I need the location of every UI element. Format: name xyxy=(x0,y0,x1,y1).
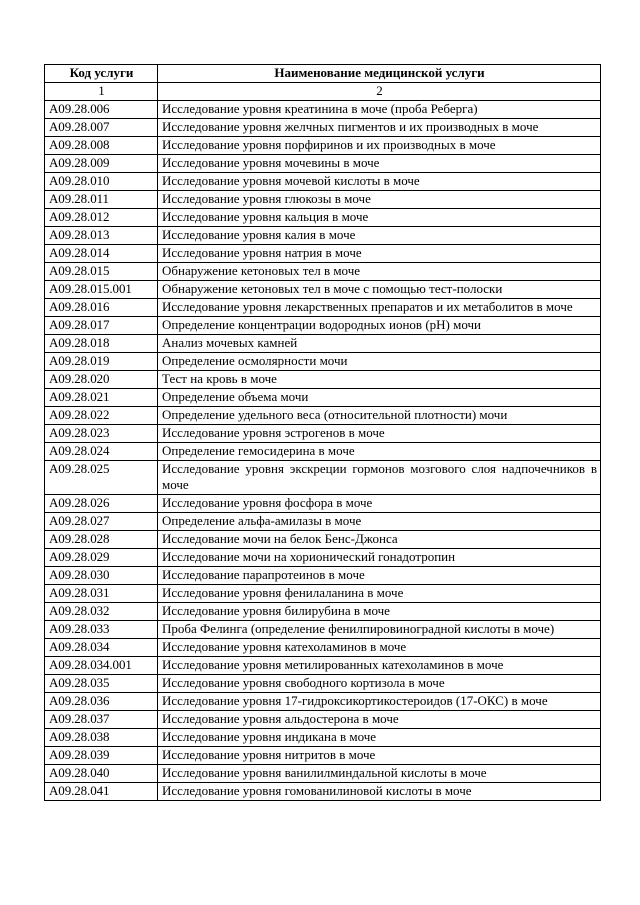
table-row xyxy=(45,513,601,531)
service-code-cell: A09.28.024 xyxy=(45,443,158,461)
service-name-cell: Исследование уровня фенилаланина в моче xyxy=(158,585,601,603)
service-name-cell: Исследование уровня мочевины в моче xyxy=(158,155,601,173)
service-name-cell: Анализ мочевых камней xyxy=(158,335,601,353)
table-row xyxy=(45,209,601,227)
table-row xyxy=(45,567,601,585)
service-name-cell: Обнаружение кетоновых тел в моче с помощью тест-полоски xyxy=(158,281,601,299)
service-code-cell: A09.28.023 xyxy=(45,425,158,443)
service-code-cell: A09.28.015 xyxy=(45,263,158,281)
column-number-1: 1 xyxy=(45,83,158,101)
service-code-cell: A09.28.040 xyxy=(45,765,158,783)
service-name-cell: Исследование уровня кальция в моче xyxy=(158,209,601,227)
service-name-cell: Исследование уровня глюкозы в моче xyxy=(158,191,601,209)
service-code-cell: A09.28.026 xyxy=(45,495,158,513)
service-code-cell: A09.28.016 xyxy=(45,299,158,317)
table-row xyxy=(45,531,601,549)
table-row xyxy=(45,119,601,137)
table-row xyxy=(45,191,601,209)
service-name-cell: Исследование уровня свободного кортизола в моче xyxy=(158,675,601,693)
service-name-cell: Исследование уровня порфиринов и их производных в моче xyxy=(158,137,601,155)
service-code-cell: A09.28.032 xyxy=(45,603,158,621)
service-name-cell: Исследование уровня натрия в моче xyxy=(158,245,601,263)
service-code-cell: A09.28.018 xyxy=(45,335,158,353)
service-name-cell: Исследование уровня катехоламинов в моче xyxy=(158,639,601,657)
service-code-cell: A09.28.037 xyxy=(45,711,158,729)
table-row xyxy=(45,495,601,513)
table-row xyxy=(45,389,601,407)
table-row xyxy=(45,675,601,693)
service-code-cell: A09.28.010 xyxy=(45,173,158,191)
table-row xyxy=(45,585,601,603)
table-row xyxy=(45,317,601,335)
service-name-cell: Исследование уровня 17-гидроксикортикостероидов (17-ОКС) в моче xyxy=(158,693,601,711)
service-name-cell: Исследование уровня фосфора в моче xyxy=(158,495,601,513)
service-code-cell: A09.28.041 xyxy=(45,783,158,801)
service-code-cell: A09.28.028 xyxy=(45,531,158,549)
table-row xyxy=(45,603,601,621)
service-name-cell: Определение осмолярности мочи xyxy=(158,353,601,371)
service-code-cell: A09.28.011 xyxy=(45,191,158,209)
table-row xyxy=(45,461,601,495)
table-row xyxy=(45,101,601,119)
table-row xyxy=(45,639,601,657)
table-row xyxy=(45,747,601,765)
service-code-cell: A09.28.035 xyxy=(45,675,158,693)
service-name-cell: Исследование уровня альдостерона в моче xyxy=(158,711,601,729)
table-row xyxy=(45,425,601,443)
table-row xyxy=(45,783,601,801)
service-name-cell: Исследование мочи на белок Бенс-Джонса xyxy=(158,531,601,549)
table-row xyxy=(45,549,601,567)
table-row xyxy=(45,657,601,675)
service-name-cell: Тест на кровь в моче xyxy=(158,371,601,389)
service-code-cell: A09.28.027 xyxy=(45,513,158,531)
table-row xyxy=(45,621,601,639)
service-code-cell: A09.28.017 xyxy=(45,317,158,335)
header-service-code: Код услуги xyxy=(45,65,158,83)
service-name-cell: Определение альфа-амилазы в моче xyxy=(158,513,601,531)
service-code-cell: A09.28.012 xyxy=(45,209,158,227)
service-name-cell: Определение удельного веса (относительной плотности) мочи xyxy=(158,407,601,425)
service-name-cell: Исследование уровня желчных пигментов и их производных в моче xyxy=(158,119,601,137)
service-code-cell: A09.28.022 xyxy=(45,407,158,425)
service-code-cell: A09.28.036 xyxy=(45,693,158,711)
table-row xyxy=(45,371,601,389)
table-row xyxy=(45,711,601,729)
service-code-cell: A09.28.021 xyxy=(45,389,158,407)
table-row xyxy=(45,155,601,173)
table-row xyxy=(45,407,601,425)
service-code-cell: A09.28.009 xyxy=(45,155,158,173)
service-name-cell: Определение гемосидерина в моче xyxy=(158,443,601,461)
table-header xyxy=(45,65,601,101)
service-code-cell: A09.28.014 xyxy=(45,245,158,263)
table-row xyxy=(45,263,601,281)
service-code-cell: A09.28.033 xyxy=(45,621,158,639)
table-row xyxy=(45,173,601,191)
header-row xyxy=(45,65,601,83)
service-code-cell: A09.28.019 xyxy=(45,353,158,371)
service-name-cell: Исследование уровня ванилилминдальной кислоты в моче xyxy=(158,765,601,783)
service-name-cell: Определение концентрации водородных ионов (pH) мочи xyxy=(158,317,601,335)
table-row xyxy=(45,299,601,317)
column-number-row xyxy=(45,83,601,101)
service-code-cell: A09.28.007 xyxy=(45,119,158,137)
service-name-cell: Исследование мочи на хорионический гонадотропин xyxy=(158,549,601,567)
table-row xyxy=(45,353,601,371)
service-name-cell: Исследование уровня экскреции гормонов мозгового слоя надпочечников в моче xyxy=(158,461,601,495)
service-name-cell: Исследование уровня билирубина в моче xyxy=(158,603,601,621)
document-page xyxy=(44,64,600,801)
service-code-cell: A09.28.031 xyxy=(45,585,158,603)
table-body xyxy=(45,101,601,801)
column-number-2: 2 xyxy=(158,83,601,101)
service-name-cell: Исследование уровня гомованилиновой кислоты в моче xyxy=(158,783,601,801)
service-code-cell: A09.28.030 xyxy=(45,567,158,585)
service-name-cell: Исследование уровня индикана в моче xyxy=(158,729,601,747)
table-row xyxy=(45,693,601,711)
service-code-cell: A09.28.034.001 xyxy=(45,657,158,675)
service-name-cell: Обнаружение кетоновых тел в моче xyxy=(158,263,601,281)
service-code-cell: A09.28.025 xyxy=(45,461,158,495)
table-row xyxy=(45,227,601,245)
service-name-cell: Проба Фелинга (определение фенилпировиноградной кислоты в моче) xyxy=(158,621,601,639)
service-name-cell: Исследование уровня креатинина в моче (проба Реберга) xyxy=(158,101,601,119)
table-row xyxy=(45,765,601,783)
table-row xyxy=(45,281,601,299)
service-code-cell: A09.28.006 xyxy=(45,101,158,119)
service-name-cell: Исследование уровня метилированных катехоламинов в моче xyxy=(158,657,601,675)
service-name-cell: Определение объема мочи xyxy=(158,389,601,407)
table-row xyxy=(45,245,601,263)
table-row xyxy=(45,443,601,461)
service-name-cell: Исследование уровня лекарственных препаратов и их метаболитов в моче xyxy=(158,299,601,317)
service-code-cell: A09.28.038 xyxy=(45,729,158,747)
service-code-cell: A09.28.020 xyxy=(45,371,158,389)
service-name-cell: Исследование уровня мочевой кислоты в моче xyxy=(158,173,601,191)
table-row xyxy=(45,729,601,747)
service-code-cell: A09.28.039 xyxy=(45,747,158,765)
table-row xyxy=(45,137,601,155)
service-code-cell: A09.28.029 xyxy=(45,549,158,567)
table-row xyxy=(45,335,601,353)
service-code-cell: A09.28.013 xyxy=(45,227,158,245)
service-name-cell: Исследование парапротеинов в моче xyxy=(158,567,601,585)
services-table xyxy=(44,64,601,801)
service-code-cell: A09.28.034 xyxy=(45,639,158,657)
service-code-cell: A09.28.015.001 xyxy=(45,281,158,299)
header-service-name: Наименование медицинской услуги xyxy=(158,65,601,83)
service-name-cell: Исследование уровня калия в моче xyxy=(158,227,601,245)
service-name-cell: Исследование уровня нитритов в моче xyxy=(158,747,601,765)
service-name-cell: Исследование уровня эстрогенов в моче xyxy=(158,425,601,443)
service-code-cell: A09.28.008 xyxy=(45,137,158,155)
